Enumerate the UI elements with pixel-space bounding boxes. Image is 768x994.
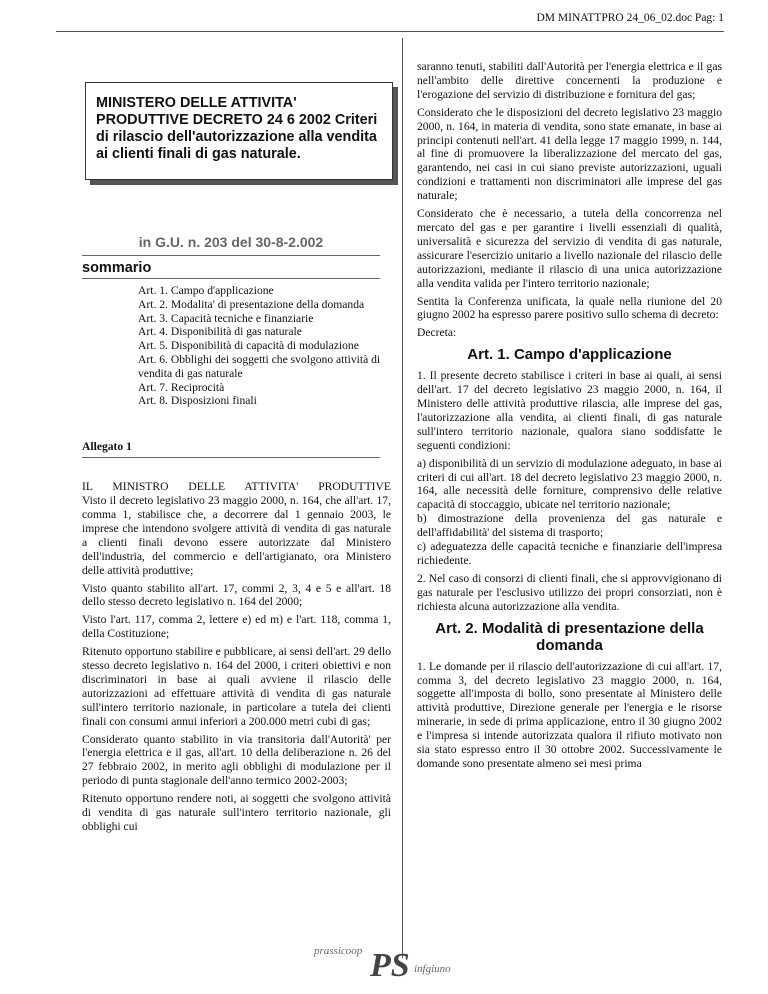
- preamble-paragraph: Considerato quanto stabilito in via transitoria dall'Autorità' per l'energia elettrica e il gas, all'art. 10 della deliberazione n. 26 del 27 febbraio 2002, in merito agli obblighi di modulazione per il periodo di punta stagionale dell'anno termico 2002-2003;: [82, 732, 391, 788]
- toc-item[interactable]: Art. 2. Modalita' di presentazione della domanda: [138, 297, 365, 311]
- toc-item[interactable]: Art. 3. Capacità tecniche e finanziarie: [138, 311, 314, 325]
- toc-item[interactable]: Art. 6. Obblighi dei soggetti che svolgono attività di vendita di gas naturale: [138, 352, 381, 380]
- right-column: [417, 60, 722, 775]
- allegato-label: Allegato 1: [82, 440, 380, 458]
- article-paragraph: c) adeguatezza delle capacità tecniche e finanziarie dell'impresa richiedente.: [417, 540, 722, 567]
- article-2-heading: Art. 2. Modalità di presentazione della domanda: [435, 619, 704, 654]
- decreta-line: Decreta:: [417, 326, 457, 340]
- logo-initials: PS: [370, 947, 410, 984]
- article-paragraph: a) disponibilità di un servizio di modulazione adeguato, in base ai criteri di cui all'art. 18 del decreto legislativo 23 maggio 2000, n. 164, alle necessità delle forniture, comprensivo delle relative capacità di stoccaggio, ubicate nel territorio nazionale;: [417, 456, 722, 512]
- article-paragraph: 1. Le domande per il rilascio dell'autorizzazione di cui all'art. 17, comma 3, del decreto legislativo 23 maggio 2000, n. 164, soggette all'imposta di bollo, sono presentate al Ministero delle attività produttive, Direzione generale per l'energia e le risorse minerarie, in sede di prima applicazione, entro il 30 giugno 2002 e l'impresa si intende autorizzata qualora il rifiuto motivato non sia stato espresso entro il 30 ottobre 2002. Successivamente le domande sono presentate almeno sei mesi prima: [417, 659, 722, 770]
- preamble-paragraph: saranno tenuti, stabiliti dall'Autorità per l'energia elettrica e il gas nell'ambito delle direttive concernenti la produzione e l'erogazione del servizio di distribuzione e fornitura del gas;: [417, 60, 722, 101]
- toc-item[interactable]: Art. 1. Campo d'applicazione: [138, 284, 274, 297]
- preamble-paragraph: Visto il decreto legislativo 23 maggio 2000, n. 164, che all'art. 17, comma 1, stabilisce che, a decorrere dal 1 gennaio 2003, le imprese che intendono svolgere attività di vendita di gas naturale a clienti finali devono essere autorizzate dal Ministero dell'industria, del commercio e dell'artigianato, ora Ministero delle attività produttive;: [82, 494, 391, 577]
- summary-heading: sommario: [82, 260, 380, 279]
- logo-text-top: prassicoop: [314, 945, 363, 957]
- preamble-paragraph: Sentita la Conferenza unificata, la quale nella riunione del 20 giugno 2002 ha espresso parere positivo sullo schema di decreto:: [417, 294, 722, 322]
- preamble-paragraph: Ritenuto opportuno rendere noti, ai soggetti che svolgono attività di vendita di gas naturale sull'intero territorio nazionale, gli obblighi cui: [82, 792, 391, 834]
- minister-heading: IL MINISTRO DELLE ATTIVITA' PRODUTTIVE: [82, 480, 391, 494]
- preamble-paragraph: Visto quanto stabilito all'art. 17, commi 2, 3, 4 e 5 e all'art. 18 dello stesso decreto legislativo n. 164 del 2000;: [82, 581, 391, 609]
- publisher-logo: [310, 938, 480, 988]
- table-of-contents: [138, 284, 381, 408]
- toc-item[interactable]: Art. 5. Disponibilità di capacità di modulazione: [138, 339, 359, 353]
- gazette-reference: in G.U. n. 203 del 30-8-2.002: [82, 234, 380, 256]
- preamble-paragraph: Considerato che è necessario, a tutela della concorrenza nel mercato del gas e per garantire i livelli essenziali di qualità, universalità e sicurezza del servizio di vendita di gas naturale, assicurare l'esercizio unitario a livello nazionale del rilascio delle autorizzazioni, mediante il rilascio di una unica autorizzazione alla vendita valida per l'intero territorio nazionale;: [417, 207, 722, 290]
- toc-item[interactable]: Art. 4. Disponibilità di gas naturale: [138, 325, 302, 339]
- preamble-paragraph: Considerato che le disposizioni del decreto legislativo 23 maggio 2000, n. 164, in materia di vendita, sono state emanate, in base ai principi contenuti nell'art. 41 della legge 17 maggio 1999, n. 144, al fine di promuovere la liberalizzazione del mercato del gas, garantendo, nei casi in cui siano previste autorizzazioni, uguali condizioni e trattamenti non discriminatori alle imprese del gas naturale;: [417, 105, 722, 203]
- toc-item[interactable]: Art. 8. Disposizioni finali: [138, 394, 257, 408]
- logo-text-bottom: infgiuno: [414, 963, 451, 975]
- article-1-heading: Art. 1. Campo d'applicazione: [467, 346, 672, 364]
- preamble-paragraph: Ritenuto opportuno stabilire e pubblicare, ai sensi dell'art. 29 dello stesso decreto legislativo n. 164 del 2000, i criteri obiettivi e non discriminatori in base ai quali avviene il rilascio delle autorizzazioni ad effettuare attività di vendita di gas naturale sull'intero territorio nazionale, in particolare a tutela dei clienti finali con consumi annui inferiori a 200.000 metri cubi di gas;: [82, 645, 391, 728]
- left-column: [82, 60, 391, 838]
- column-divider: [402, 38, 403, 958]
- article-paragraph: 2. Nel caso di consorzi di clienti finali, che si approvvigionano di gas naturale per l'esclusivo utilizzo dei propri consorziati, non è richiesta alcuna autorizzazione alla vendita.: [417, 571, 722, 613]
- preamble-paragraph: Visto l'art. 117, comma 2, lettere e) ed m) e l'art. 118, comma 1, della Costituzione;: [82, 613, 391, 641]
- article-paragraph: b) dimostrazione della provenienza del gas naturale e dell'affidabilità' del sistema di trasporto;: [417, 512, 722, 540]
- toc-item[interactable]: Art. 7. Reciprocità: [138, 380, 225, 394]
- header-rule: [56, 31, 724, 32]
- document-title: MINISTERO DELLE ATTIVITA' PRODUTTIVE DECRETO 24 6 2002 Criteri di rilascio dell'autorizzazione alla vendita ai clienti finali di gas naturale.: [85, 82, 393, 180]
- article-paragraph: 1. Il presente decreto stabilisce i criteri in base ai quali, ai sensi dell'art. 17 del decreto legislativo 23 maggio 2000, n. 164, il Ministero delle attività produttive rilascia, alle imprese del gas, l'autorizzazione alla vendita, ai clienti finali, di gas naturale sull'intero territorio nazionale, qualora siano soddisfatte le seguenti condizioni:: [417, 369, 722, 452]
- page-header: DM MINATTPRO 24_06_02.doc Pag: 1: [536, 12, 724, 24]
